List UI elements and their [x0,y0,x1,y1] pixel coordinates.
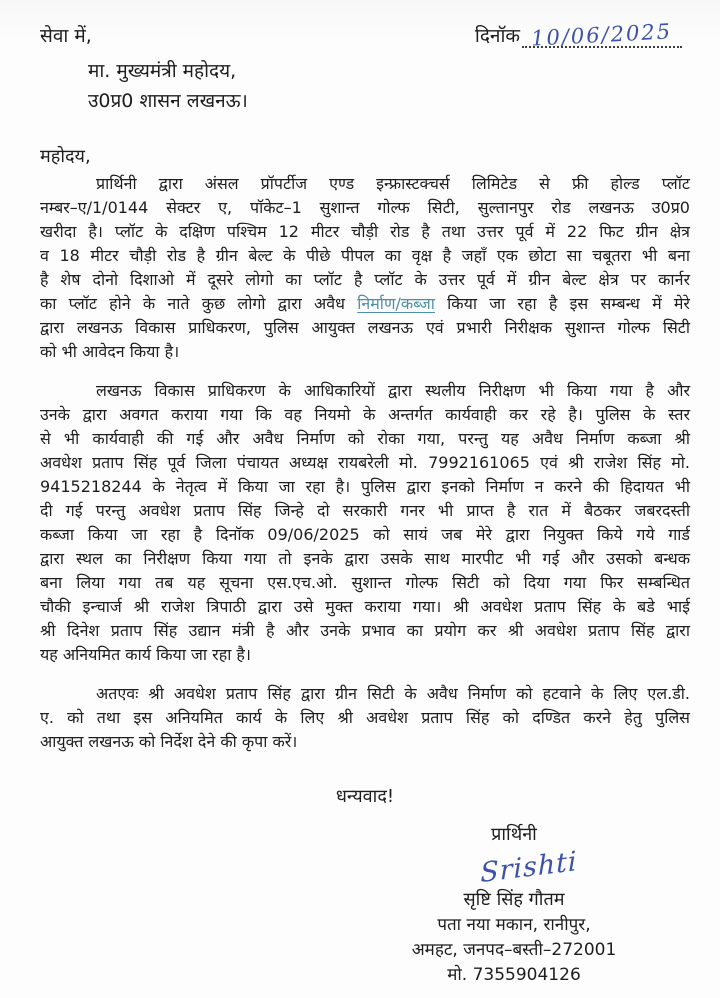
body-line: अतएवः श्री अवधेश प्रताप सिंह द्वारा ग्रीन सिटी के अवैध निर्माण को हटवाने के लिए एल.डी. [96,684,690,703]
body-line: द्वारा स्थल का निरीक्षण किया गया तो इनके द्वारा उसके साथ मारपीट भी गई और उसको बन्धक [40,549,690,568]
body-line: यह अनियमित कार्य किया जा रहा है। [40,645,251,664]
salutation-to: सेवा में, [40,25,92,47]
body-line: व 18 मीटर चौड़ी रोड है ग्रीन बेल्ट के पीछे पीपल का वृक्ष है जहाँ एक छोटा सा चबूतरा भी बना [40,246,690,265]
paragraph-1 [40,172,690,364]
body-line: चौकी इन्चार्ज श्री राजेश त्रिपाठी द्वारा उसे मुक्त कराया गया। श्री अवधेश प्रताप सिंह के बडे भाई [40,597,690,616]
signer-role: प्रार्थिनी [491,824,537,845]
addressee-line: उ0प्र0 शासन लखनऊ। [88,90,248,112]
body-line: 9415218244 के नेतृत्व में किया जा रहा है। पुलिस द्वारा इनको निर्माण न करने की हिदायत भी [40,477,690,496]
paragraph-2 [40,379,690,667]
body-line: को भी आवेदन किया है। [40,342,180,361]
body-line: है शेष दोनो दिशाओ में दूसरे लोगो का प्लॉट है प्लॉट के उत्तर पूर्व में ग्रीन बेल्ट क्षेत्र पर कार्नर [40,270,690,289]
body-line: दी गई परन्तु अवधेश प्रताप सिंह जिन्हे दो सरकारी गनर भी प्राप्त है रात में बैठकर जबरदस्ती [40,501,690,520]
addressee-block [88,56,690,116]
body-line: नम्बर–ए/1/0144 सेक्टर ए, पॉकेट–1 सुशान्त गोल्फ सिटी, सुल्तानपुर रोड लखनऊ उ0प्र0 [40,198,690,217]
body-line: आयुक्त लखनऊ को निर्देश देने की कृपा करें। [40,732,298,751]
body-line: अवधेश प्रताप सिंह पूर्व जिला पंचायत अध्यक्ष रायबरेली मो. 7992161065 एवं श्री राजेश सिंह मो. [40,453,690,472]
date-dotted-line [522,19,682,51]
handwritten-signature: Srishti [480,845,578,890]
date-label: दिनॉक [474,25,520,47]
signer-address-line: पता नया मकान, रानीपुर, [437,915,591,935]
thanks-note: धन्यवाद! [335,786,395,807]
handwritten-date-value: 10/06/2025 [530,19,674,51]
body-line: से भी कार्यवाही की गई और अवैध निर्माण को रोका गया, परन्तु यह अवैध निर्माण कब्जा श्री [40,429,690,448]
signature-block [364,822,664,988]
body-line: खरीदा है। प्लॉट के दक्षिण पश्चिम 12 मीटर चौड़ी रोड है तथा उत्तर पूर्व में 22 फिट ग्रीन क्षेत्र [40,222,690,241]
body-line: श्री दिनेश प्रताप सिंह उद्यान मंत्री है और उनके प्रभाव का प्रयोग कर श्री अवधेश प्रताप सिंह द्वारा [40,621,690,640]
body-line: प्रार्थिनी द्वारा अंसल प्रॉपर्टीज एण्ड इन्फ्रास्टक्चर्स लिमिटेड से फ्री होल्ड प्लॉट [96,174,690,193]
body-line [40,292,690,316]
body-line: लखनऊ विकास प्राधिकरण के आधिकारियों द्वारा स्थलीय निरीक्षण भी किया गया है और [96,381,690,400]
body-line: बना लिया गया तब यह सूचना एस.एच.ओ. सुशान्त गोल्फ सिटी को दिया गया फिर सम्बन्धित [40,573,690,592]
letter-header [40,19,690,51]
date-field [474,19,682,51]
signer-mobile: मो. 7355904126 [447,965,581,985]
body-text: का प्लॉट होने के नाते कुछ लोगो द्वारा अवैध [40,294,358,313]
body-line: उनके द्वारा अवगत कराया गया कि वह नियमो के अन्तर्गत कार्यवाही कर रहे है। पुलिस के स्तर [40,405,690,424]
addressee-line: मा. मुख्यमंत्री महोदय, [88,60,237,82]
signer-address-line: अमहट, जनपद–बस्ती–272001 [411,940,617,960]
body-line: कब्जा किया जा रहा है दिनॉक 09/06/2025 को सायं जब मेरे द्वारा नियुक्त किये गये गार्ड [40,525,690,544]
body-text: किया जा रहा है इस सम्बन्ध में मेरे [434,294,690,313]
signer-name: सृष्टि सिंह गौतम [463,889,565,910]
greeting: महोदय, [40,146,91,167]
body-line: ए. को तथा इस अनियमित कार्य के लिए श्री अवधेश प्रताप सिंह को दण्डित करने हेतु पुलिस [40,708,690,727]
emphasized-text: निर्माण/कब्जा [357,294,435,313]
paragraph-3 [40,682,690,754]
body-line: द्वारा लखनऊ विकास प्राधिकरण, पुलिस आयुक्त लखनऊ एवं प्रभारी निरीक्षक सुशान्त गोल्फ सिटी [40,318,690,337]
